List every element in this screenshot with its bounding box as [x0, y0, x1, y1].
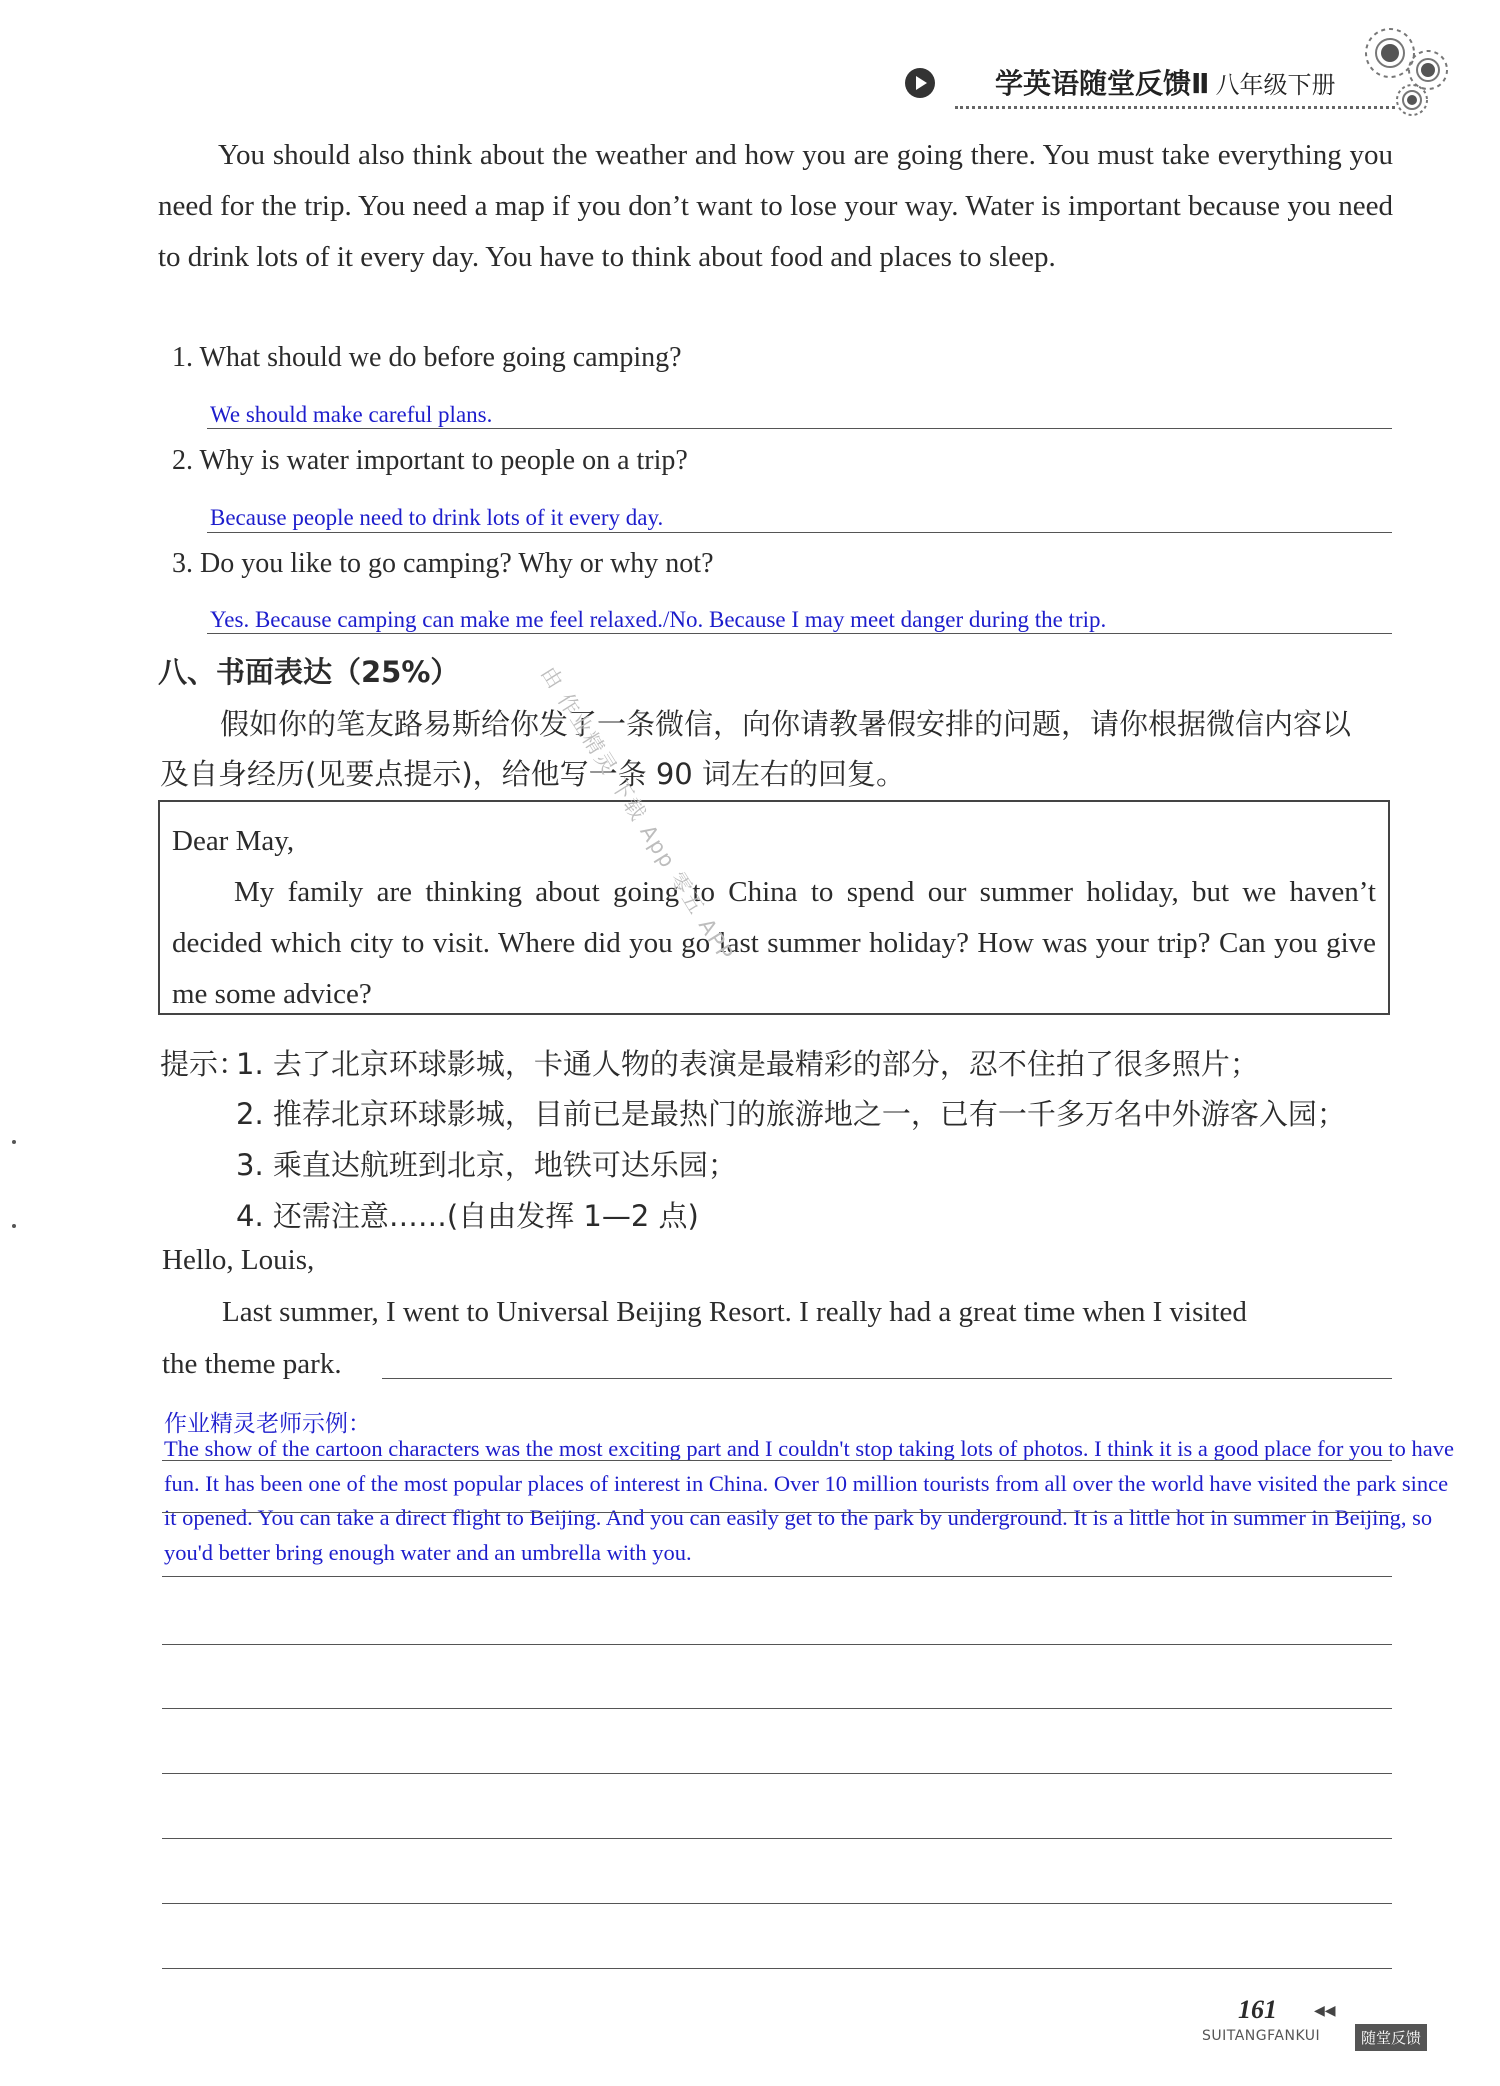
- answer-2: Because people need to drink lots of it every day.: [210, 505, 664, 530]
- writing-line: [162, 1644, 1392, 1645]
- message-greeting: Dear May,: [172, 825, 295, 857]
- writing-line: [382, 1378, 1392, 1379]
- writing-line: [162, 1838, 1392, 1839]
- example-label: 作业精灵老师示例：: [164, 1411, 371, 1437]
- hint-item: 3. 乘直达航班到北京，地铁可达乐园；: [236, 1148, 737, 1182]
- message-body: My family are thinking about going to China to spend our summer holiday, but we haven’t decided which city to visit. Where did you go last summer holiday? How was your trip? Can you give me some advice?: [172, 876, 1376, 1010]
- answer-3: Yes. Because camping can make me feel relaxed./No. Because I may meet danger during the trip.: [210, 607, 1107, 632]
- writing-line: [162, 1708, 1392, 1709]
- watermark: 由 作业精灵 下载 App 零五 APP: [536, 662, 739, 966]
- instruction-line-1: 假如你的笔友路易斯给你发了一条微信，向你请教暑假安排的问题，请你根据微信内容以: [220, 707, 1352, 741]
- hints-label: 提示：: [160, 1047, 248, 1081]
- question-1: 1. What should we do before going camping?: [172, 342, 682, 373]
- question-2: 2. Why is water important to people on a trip?: [172, 445, 688, 476]
- reply-greeting: Hello, Louis,: [162, 1244, 315, 1276]
- page-arrows-icon: ◀◀: [1314, 2004, 1336, 2019]
- margin-mark: [12, 1224, 16, 1228]
- brand-cn: 随堂反馈: [1355, 2024, 1427, 2051]
- answer-line: [207, 428, 1392, 429]
- book-title: 学英语随堂反馈Ⅱ 八年级下册: [995, 67, 1336, 100]
- page-number: 161: [1238, 1995, 1277, 2024]
- reply-start-line-2: the theme park.: [162, 1348, 342, 1380]
- reply-start-line-1: Last summer, I went to Universal Beijing Resort. I really had a great time when I visited: [222, 1296, 1247, 1328]
- instruction-line-2: 及自身经历(见要点提示)，给他写一条 90 词左右的回复。: [160, 757, 905, 791]
- writing-line: [162, 1576, 1392, 1577]
- reading-paragraph: You should also think about the weather and how you are going there. You must take everything you need for the trip. You need a map if you don’t want to lose your way. Water is important because you need to drink lots of it every day. You have to think about food and places to sleep.: [158, 139, 1393, 273]
- book-subtitle: 八年级下册: [1215, 71, 1336, 99]
- example-text: The show of the cartoon characters was the most exciting part and I couldn't stop taking lots of photos. I think it is a good place for you to have fun. It has been one of the most popular places of interest in China. Over 10 million tourists from all over the world have visited the park since it opened. You can take a direct flight to Beijing. And you can easily get to the park by underground. It is a little hot in summer in Beijing, so you'd better bring enough water and an umbrella with you.: [164, 1436, 1454, 1565]
- hint-item: 2. 推荐北京环球影城，目前已是最热门的旅游地之一，已有一千多万名中外游客入园；: [236, 1097, 1346, 1131]
- wechat-message-box: [158, 800, 1390, 1015]
- header-dotted-rule: [955, 106, 1395, 109]
- play-circle-icon: [905, 68, 935, 98]
- writing-line: [162, 1903, 1392, 1904]
- writing-line: [162, 1512, 1392, 1513]
- question-3: 3. Do you like to go camping? Why or why not?: [172, 548, 714, 579]
- answer-line: [207, 633, 1392, 634]
- margin-mark: [12, 1140, 16, 1144]
- footer-brand: [1202, 2024, 1427, 2050]
- hint-item: 4. 还需注意……(自由发挥 1—2 点): [236, 1199, 699, 1233]
- answer-1: We should make careful plans.: [210, 402, 493, 427]
- sunflower-decoration-icon: [1350, 15, 1460, 125]
- section-title: 八、书面表达（25%）: [158, 655, 460, 689]
- hint-item: 1. 去了北京环球影城，卡通人物的表演是最精彩的部分，忍不住拍了很多照片；: [236, 1047, 1259, 1081]
- writing-line: [162, 1460, 1392, 1461]
- writing-line: [162, 1968, 1392, 1969]
- answer-line: [207, 532, 1392, 533]
- writing-line: [162, 1773, 1392, 1774]
- brand-latin: SUITANGFANKUI: [1202, 2028, 1321, 2044]
